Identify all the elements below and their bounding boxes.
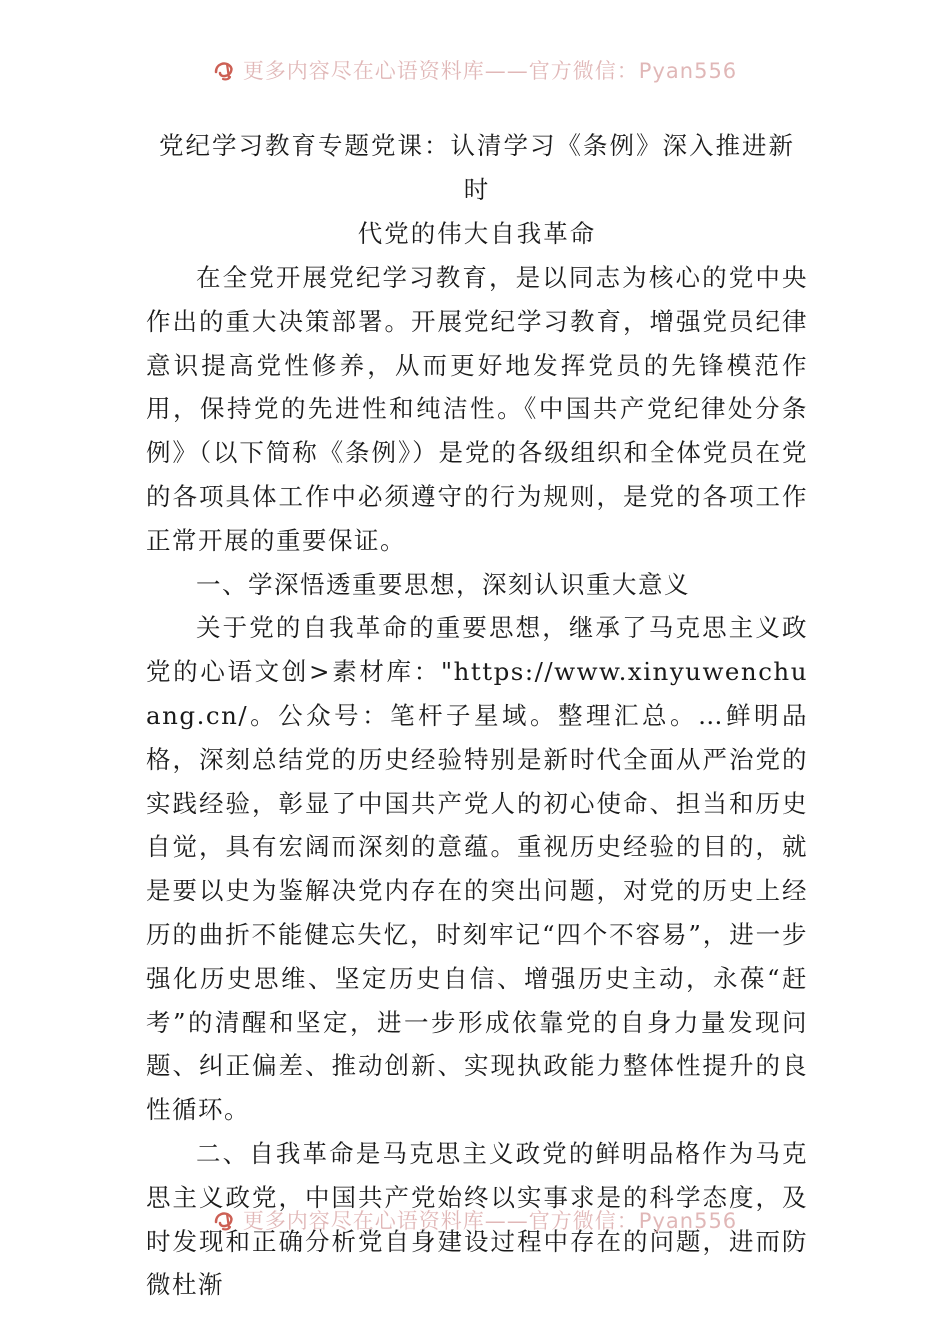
document-body bbox=[146, 124, 808, 1307]
header-watermark-text: 更多内容尽在心语资料库——官方微信：Pyan556 bbox=[242, 59, 738, 83]
brand-logo-icon bbox=[213, 1208, 237, 1232]
document-title-line2: 代党的伟大自我革命 bbox=[357, 219, 597, 248]
section-heading-1: 一、学深悟透重要思想，深刻认识重大意义 bbox=[196, 569, 690, 599]
footer-watermark-inner bbox=[213, 1205, 737, 1235]
paragraph-section-1: 关于党的自我革命的重要思想，继承了马克思主义政党的心语文创>素材库："https://www.xinyuwenchuang.cn/。公众号：笔杆子星域。整理汇总。…鲜明品格，深刻总结党的历史经验特别是新时代全面从严治党的实践经验，彰显了中国共产党人的初心使命、担当和历史自觉，具有宏阔而深刻的意蕴。重视历史经验的目的，就是要以史为鉴解决党内存在的突出问题，对党的历史上经历的曲折不能健忘失忆，时刻牢记“四个不容易”，进一步强化历史思维、坚定历史自信、增强历史主动，永葆“赶考”的清醒和坚定，进一步形成依靠党的自身力量发现问题、纠正偏差、推动创新、实现执政能力整体性提升的良性循环。 bbox=[146, 613, 808, 1125]
paragraph-section-2: 二、自我革命是马克思主义政党的鲜明品格作为马克思主义政党，中国共产党始终以实事求是的科学态度，及时发现和正确分析党自身建设过程中存在的问题，进而防微杜渐 bbox=[146, 1138, 808, 1300]
brand-logo-icon bbox=[213, 58, 237, 82]
header-watermark bbox=[0, 50, 950, 90]
footer-watermark bbox=[0, 1200, 950, 1240]
header-watermark-inner bbox=[213, 55, 737, 85]
paragraph-intro: 在全党开展党纪学习教育，是以同志为核心的党中央作出的重大决策部署。开展党纪学习教育，增强党员纪律意识提高党性修养，从而更好地发挥党员的先锋模范作用，保持党的先进性和纯洁性。《中国共产党纪律处分条例》（以下简称《条例》）是党的各级组织和全体党员在党的各项具体工作中必须遵守的行为规则，是党的各项工作正常开展的重要保证。 bbox=[146, 263, 808, 555]
document-title bbox=[146, 124, 808, 256]
document-title-line1: 党纪学习教育专题党课：认清学习《条例》深入推进新时 bbox=[159, 131, 795, 204]
footer-watermark-text: 更多内容尽在心语资料库——官方微信：Pyan556 bbox=[242, 1209, 738, 1233]
